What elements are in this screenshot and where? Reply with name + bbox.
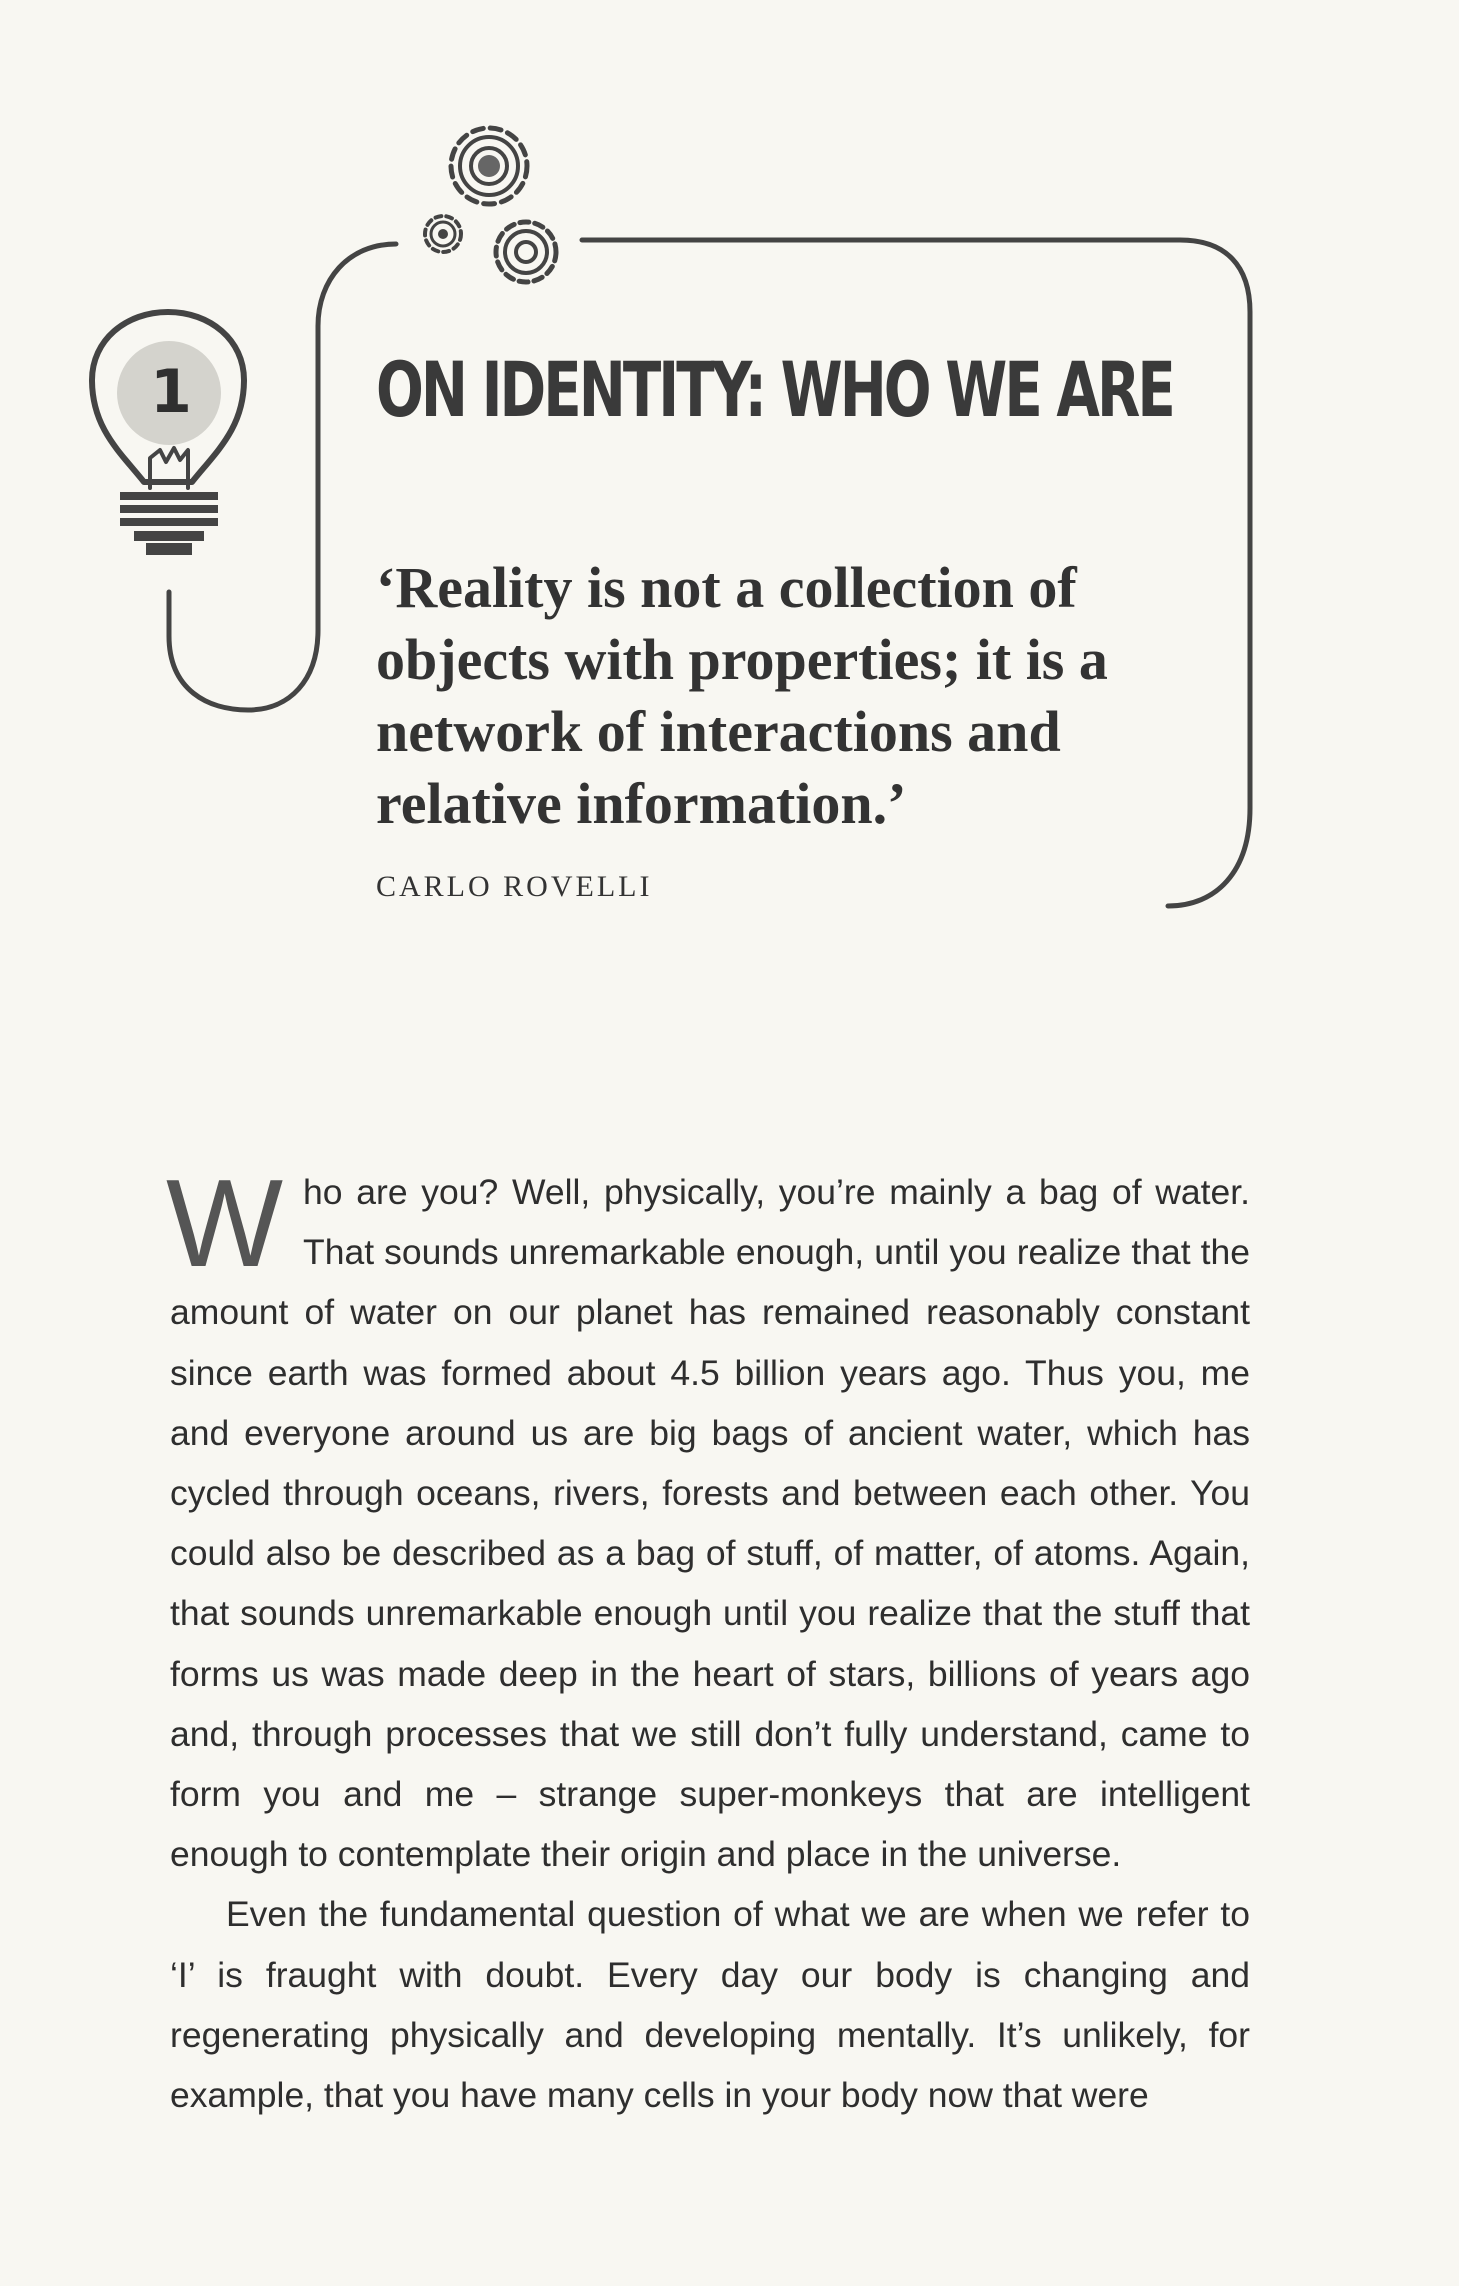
gears-icon [425,128,556,282]
cord-line [169,244,396,710]
body-text [166,1155,1250,2125]
chapter-number: 1 [150,357,192,427]
paragraph-2: Even the fundamental question of what we are when we refer to ‘I’ is fraught with doubt. Every day our body is changing and regenerating physically and developing mentally. It’s unlikely, for example, that you have many cells in your body now that were [170,1894,1250,2116]
chapter-title: ON IDENTITY: WHO WE ARE [376,345,1173,434]
drop-cap: W [166,1155,284,1293]
paragraph-1 [166,1155,1250,1884]
epigraph-quote: ‘Reality is not a collection of objects with properties; it is a network of interactions and relative information.’ [376,555,1108,836]
paragraph-1-text: ho are you? Well, physically, you’re mainly a bag of water. That sounds unremarkable enough, until you realize that the amount of water on our planet has remained reasonably constant since earth was formed about 4.5 billion years ago. Thus you, me and everyone around us are big bags of ancient water, which has cycled through oceans, rivers, forests and between each other. You could also be described as a bag of stuff, of matter, of atoms. Again, that sounds unremarkable enough until you realize that the stuff that forms us was made deep in the heart of stars, billions of years ago and, through processes that we still don’t fully understand, came to form you and me – strange super-monkeys that are intelligent enough to contemplate their origin and place in the universe. [170,1172,1250,1875]
epigraph-author: CARLO ROVELLI [376,870,653,903]
